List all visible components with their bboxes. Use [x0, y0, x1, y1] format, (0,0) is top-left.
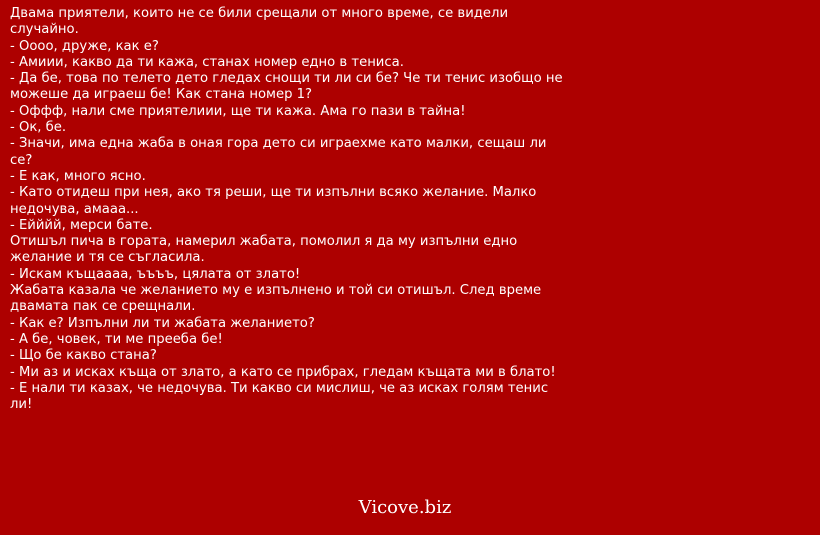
joke-line: - Ми аз и исках къща от злато, а като се прибрах, гледам къщата ми в блато!: [10, 364, 556, 380]
joke-line: - Що бе какво стана?: [10, 348, 157, 364]
joke-text: [10, 6, 570, 413]
joke-line: - Е как, много ясно.: [10, 168, 146, 184]
site-name-footer: Vicove.biz: [358, 497, 452, 518]
joke-line: - Ок, бе.: [10, 120, 67, 136]
joke-line: - Като отидеш при нея, ако тя реши, ще ти изпълни всяко желание. Малко недочува, амааа...: [10, 185, 537, 217]
joke-line: - Значи, има една жаба в оная гора дето си играехме като малки, сещаш ли се?: [10, 136, 547, 168]
joke-line: - Амиии, какво да ти кажа, станах номер едно в тениса.: [10, 54, 404, 70]
joke-line: Двама приятели, които не се били срещали от много време, се видели случайно.: [10, 6, 509, 38]
joke-line: - Искам къщаааа, ъъъъ, цялата от злато!: [10, 266, 301, 282]
joke-line: Отишъл пича в гората, намерил жабата, помолил я да му изпълни едно желание и тя се съгласила.: [10, 234, 518, 266]
joke-line: - Е нали ти казах, че недочува. Ти какво си мислиш, че аз исках голям тенис ли!: [10, 380, 549, 413]
joke-line: - Оооо, друже, как е?: [10, 38, 159, 54]
joke-line: - Да бе, това по телето дето гледах снощи ти ли си бе? Че ти тенис изобщо не можеше да играеш бе! Как стана номер 1?: [10, 71, 563, 103]
joke-line: - Ейййй, мерси бате.: [10, 217, 153, 233]
joke-line: - Как е? Изпълни ли ти жабата желанието?: [10, 315, 315, 331]
joke-line: - Оффф, нали сме приятелиии, ще ти кажа. Ама го пази в тайна!: [10, 103, 466, 119]
joke-line: - А бе, човек, ти ме прееба бе!: [10, 331, 223, 347]
joke-line: Жабата казала че желанието му е изпълнено и той си отишъл. След време двамата пак се срещнали.: [10, 283, 542, 315]
